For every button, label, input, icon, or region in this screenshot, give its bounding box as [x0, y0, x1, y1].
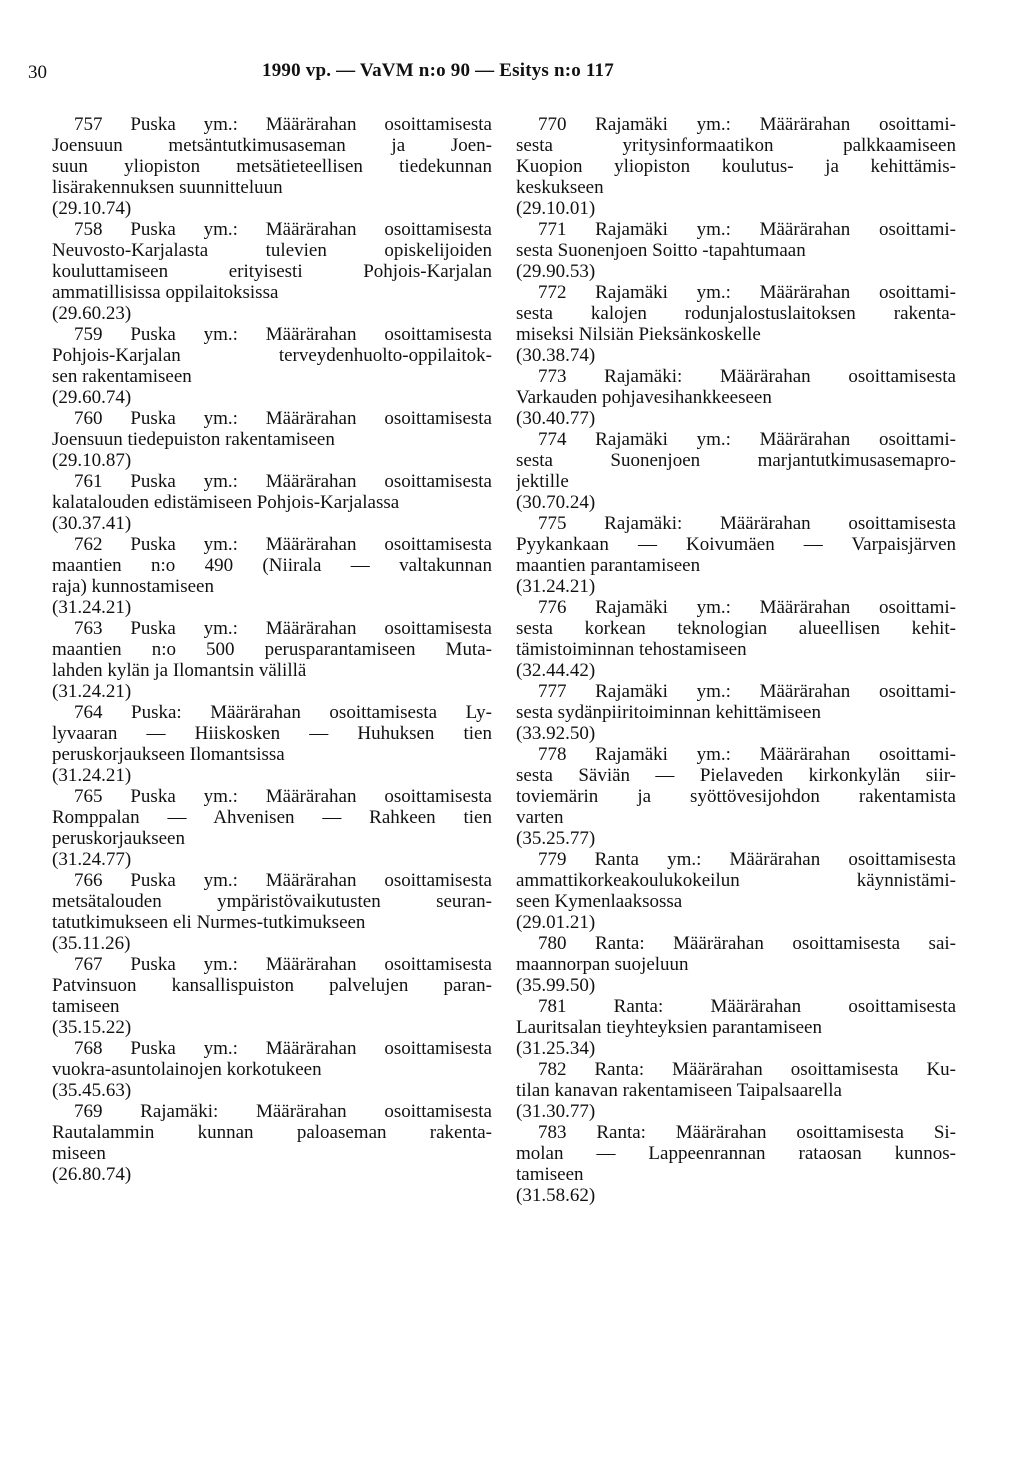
motion-title-line: 765 Puska ym.: Määrärahan osoittamisesta: [74, 786, 492, 807]
motion-entry: [516, 744, 956, 849]
motion-text-line: sesta Suonenjoen Soitto -tapahtumaan: [516, 240, 806, 261]
motion-title-line: 759 Puska ym.: Määrärahan osoittamisesta: [74, 324, 492, 345]
motion-entry: [52, 1038, 492, 1101]
motion-text-line: molan — Lappeenrannan rataosan kunnos-: [516, 1143, 956, 1164]
budget-code: (30.40.77): [516, 408, 596, 429]
motion-title-line: 768 Puska ym.: Määrärahan osoittamisesta: [74, 1038, 492, 1059]
motion-text-line: raja) kunnostamiseen: [52, 576, 214, 597]
budget-code: (35.45.63): [52, 1080, 132, 1101]
motion-text-line: Pohjois-Karjalan terveydenhuolto-oppilaitok-: [52, 345, 492, 366]
motion-entry: [52, 324, 492, 408]
motion-text-line: lahden kylän ja Ilomantsin välillä: [52, 660, 307, 681]
budget-code: (29.90.53): [516, 261, 596, 282]
budget-code: (31.24.21): [52, 765, 132, 786]
motion-text-line: sesta yritysinformaatikon palkkaamiseen: [516, 135, 956, 156]
left-column: [52, 114, 492, 1185]
budget-code: (29.10.74): [52, 198, 132, 219]
motion-entry: [52, 786, 492, 870]
motion-text-line: miseksi Nilsiän Pieksänkoskelle: [516, 324, 761, 345]
motion-title-line: 776 Rajamäki ym.: Määrärahan osoittami-: [538, 597, 956, 618]
motion-entry: [516, 1122, 956, 1206]
motion-text-line: Joensuun tiedepuiston rakentamiseen: [52, 429, 335, 450]
motion-title-line: 770 Rajamäki ym.: Määrärahan osoittami-: [538, 114, 956, 135]
motion-title-line: 760 Puska ym.: Määrärahan osoittamisesta: [74, 408, 492, 429]
motion-title-line: 783 Ranta: Määrärahan osoittamisesta Si-: [538, 1122, 956, 1143]
motion-title-line: 763 Puska ym.: Määrärahan osoittamisesta: [74, 618, 492, 639]
budget-code: (35.15.22): [52, 1017, 132, 1038]
motion-text-line: Neuvosto-Karjalasta tulevien opiskelijoiden: [52, 240, 492, 261]
motion-title-line: 772 Rajamäki ym.: Määrärahan osoittami-: [538, 282, 956, 303]
budget-code: (30.37.41): [52, 513, 132, 534]
motion-text-line: lisärakennuksen suunnitteluun: [52, 177, 283, 198]
motion-text-line: varten: [516, 807, 564, 828]
motion-entry: [52, 471, 492, 534]
budget-code: (29.60.23): [52, 303, 132, 324]
motion-title-line: 779 Ranta ym.: Määrärahan osoittamisesta: [538, 849, 956, 870]
motion-title-line: 764 Puska: Määrärahan osoittamisesta Ly-: [74, 702, 492, 723]
motion-title-line: 767 Puska ym.: Määrärahan osoittamisesta: [74, 954, 492, 975]
budget-code: (31.30.77): [516, 1101, 596, 1122]
motion-text-line: maannorpan suojeluun: [516, 954, 689, 975]
motion-text-line: Rautalammin kunnan paloaseman rakenta-: [52, 1122, 492, 1143]
motion-entry: [516, 849, 956, 933]
motion-entry: [516, 1059, 956, 1122]
motion-text-line: kalatalouden edistämiseen Pohjois-Karjalassa: [52, 492, 400, 513]
motion-title-line: 781 Ranta: Määrärahan osoittamisesta: [538, 996, 956, 1017]
budget-code: (29.60.74): [52, 387, 132, 408]
motion-text-line: ammattikorkeakoulukokeilun käynnistämi-: [516, 870, 956, 891]
motion-text-line: miseen: [52, 1143, 106, 1164]
motion-entry: [52, 534, 492, 618]
budget-code: (35.99.50): [516, 975, 596, 996]
motion-text-line: ammatillisissa oppilaitoksissa: [52, 282, 279, 303]
motion-text-line: Romppalan — Ahvenisen — Rahkeen tien: [52, 807, 492, 828]
motion-entry: [516, 681, 956, 744]
right-column: [516, 114, 956, 1206]
motion-entry: [516, 597, 956, 681]
motion-text-line: metsätalouden ympäristövaikutusten seuran-: [52, 891, 492, 912]
budget-code: (31.25.34): [516, 1038, 596, 1059]
motion-entry: [52, 954, 492, 1038]
budget-code: (31.58.62): [516, 1185, 596, 1206]
motion-text-line: Pyykankaan — Koivumäen — Varpaisjärven: [516, 534, 956, 555]
motion-title-line: 761 Puska ym.: Määrärahan osoittamisesta: [74, 471, 492, 492]
motion-title-line: 758 Puska ym.: Määrärahan osoittamisesta: [74, 219, 492, 240]
motion-text-line: maantien parantamiseen: [516, 555, 701, 576]
motion-text-line: sesta Säviän — Pielaveden kirkonkylän siir-: [516, 765, 956, 786]
motion-text-line: tamiseen: [52, 996, 120, 1017]
motion-title-line: 774 Rajamäki ym.: Määrärahan osoittami-: [538, 429, 956, 450]
page-number: 30: [28, 62, 47, 83]
motion-entry: [516, 513, 956, 597]
motion-title-line: 778 Rajamäki ym.: Määrärahan osoittami-: [538, 744, 956, 765]
motion-title-line: 769 Rajamäki: Määrärahan osoittamisesta: [74, 1101, 492, 1122]
budget-code: (26.80.74): [52, 1164, 132, 1185]
motion-title-line: 757 Puska ym.: Määrärahan osoittamisesta: [74, 114, 492, 135]
motion-entry: [52, 618, 492, 702]
motion-text-line: jektille: [516, 471, 569, 492]
motion-text-line: sesta korkean teknologian alueellisen kehit-: [516, 618, 956, 639]
budget-code: (31.24.77): [52, 849, 132, 870]
motion-entry: [52, 408, 492, 471]
budget-code: (31.24.21): [516, 576, 596, 597]
motion-text-line: peruskorjaukseen: [52, 828, 185, 849]
motion-title-line: 782 Ranta: Määrärahan osoittamisesta Ku-: [538, 1059, 956, 1080]
motion-text-line: toviemärin ja syöttövesijohdon rakentamista: [516, 786, 956, 807]
budget-code: (29.01.21): [516, 912, 596, 933]
motion-text-line: Varkauden pohjavesihankkeeseen: [516, 387, 772, 408]
motion-entry: [516, 282, 956, 366]
motion-text-line: Lauritsalan tieyhteyksien parantamiseen: [516, 1017, 822, 1038]
motion-title-line: 780 Ranta: Määrärahan osoittamisesta sai-: [538, 933, 956, 954]
motion-text-line: Kuopion yliopiston koulutus- ja kehittämis-: [516, 156, 956, 177]
motion-entry: [516, 429, 956, 513]
budget-code: (35.11.26): [52, 933, 131, 954]
budget-code: (31.24.21): [52, 681, 132, 702]
motion-entry: [52, 1101, 492, 1185]
budget-code: (33.92.50): [516, 723, 596, 744]
motion-text-line: tamiseen: [516, 1164, 584, 1185]
motion-text-line: maantien n:o 500 perusparantamiseen Muta-: [52, 639, 492, 660]
motion-text-line: sesta sydänpiiritoiminnan kehittämiseen: [516, 702, 821, 723]
motion-title-line: 766 Puska ym.: Määrärahan osoittamisesta: [74, 870, 492, 891]
budget-code: (29.10.87): [52, 450, 132, 471]
motion-title-line: 775 Rajamäki: Määrärahan osoittamisesta: [538, 513, 956, 534]
motion-text-line: tämistoiminnan tehostamiseen: [516, 639, 747, 660]
motion-text-line: suun yliopiston metsätieteellisen tiedekunnan: [52, 156, 492, 177]
motion-text-line: keskukseen: [516, 177, 604, 198]
motion-entry: [516, 219, 956, 282]
motion-title-line: 771 Rajamäki ym.: Määrärahan osoittami-: [538, 219, 956, 240]
budget-code: (30.70.24): [516, 492, 596, 513]
budget-code: (35.25.77): [516, 828, 596, 849]
budget-code: (32.44.42): [516, 660, 596, 681]
motion-entry: [52, 870, 492, 954]
motion-title-line: 762 Puska ym.: Määrärahan osoittamisesta: [74, 534, 492, 555]
motion-entry: [52, 702, 492, 786]
motion-entry: [516, 933, 956, 996]
motion-entry: [52, 114, 492, 219]
motion-text-line: peruskorjaukseen Ilomantsissa: [52, 744, 285, 765]
motion-text-line: Joensuun metsäntutkimusaseman ja Joen-: [52, 135, 492, 156]
budget-code: (30.38.74): [516, 345, 596, 366]
motion-text-line: maantien n:o 490 (Niirala — valtakunnan: [52, 555, 492, 576]
motion-title-line: 777 Rajamäki ym.: Määrärahan osoittami-: [538, 681, 956, 702]
motion-text-line: sesta Suonenjoen marjantutkimusasemapro-: [516, 450, 956, 471]
motion-text-line: lyvaaran — Hiiskosken — Huhuksen tien: [52, 723, 492, 744]
motion-text-line: Patvinsuon kansallispuiston palvelujen paran-: [52, 975, 492, 996]
running-head: 1990 vp. — VaVM n:o 90 — Esitys n:o 117: [262, 60, 614, 81]
motion-entry: [516, 114, 956, 219]
budget-code: (31.24.21): [52, 597, 132, 618]
motion-text-line: seen Kymenlaaksossa: [516, 891, 683, 912]
motion-title-line: 773 Rajamäki: Määrärahan osoittamisesta: [538, 366, 956, 387]
motion-text-line: tatutkimukseen eli Nurmes-tutkimukseen: [52, 912, 366, 933]
budget-code: (29.10.01): [516, 198, 596, 219]
motion-text-line: sesta kalojen rodunjalostuslaitoksen rakenta-: [516, 303, 956, 324]
motion-text-line: sen rakentamiseen: [52, 366, 192, 387]
motion-entry: [516, 366, 956, 429]
motion-entry: [516, 996, 956, 1059]
motion-text-line: vuokra-asuntolainojen korkotukeen: [52, 1059, 322, 1080]
motion-text-line: tilan kanavan rakentamiseen Taipalsaarella: [516, 1080, 842, 1101]
motion-entry: [52, 219, 492, 324]
motion-text-line: kouluttamiseen erityisesti Pohjois-Karjalan: [52, 261, 492, 282]
